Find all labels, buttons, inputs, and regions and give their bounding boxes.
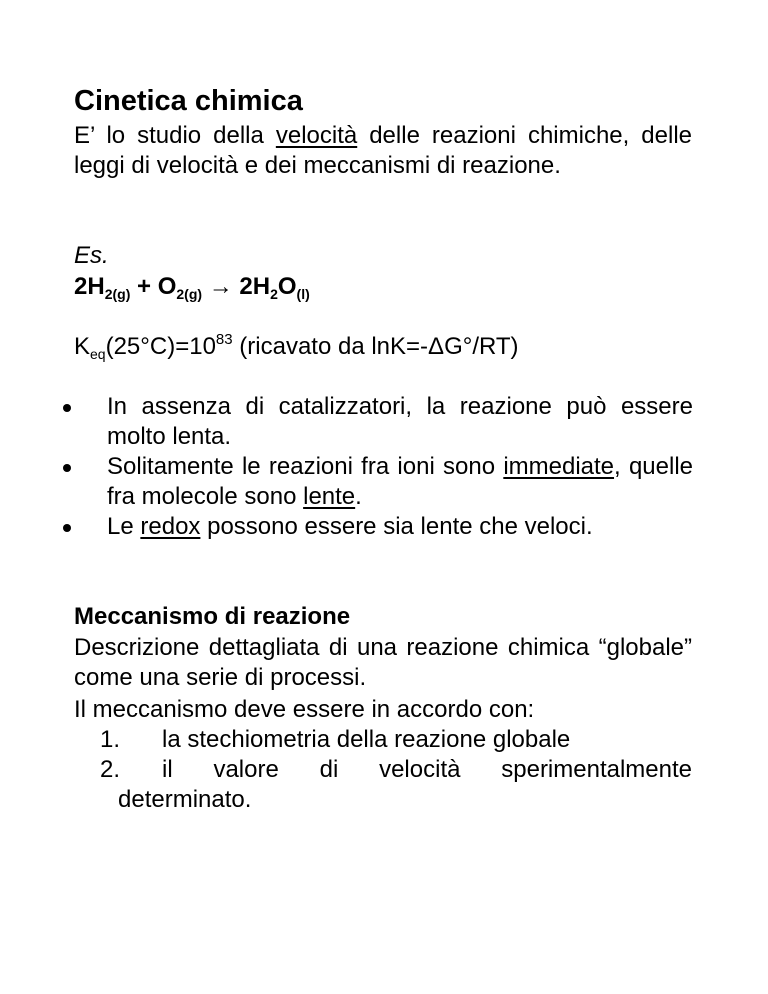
reactant2-state: 2(g) <box>176 286 203 302</box>
bullet-text: In assenza di catalizzatori, la reazione può essere molto lenta. <box>107 393 693 450</box>
list-item <box>107 452 693 512</box>
mechanism-description: Descrizione dettagliata di una reazione chimica “globale” come una serie di processi. <box>74 634 692 691</box>
intro-text-after: delle reazioni chimiche, delle leggi di velocità e dei meccanismi di reazione. <box>74 122 692 179</box>
item-text: il valore di velocità sperimentalmente <box>162 756 692 783</box>
bullet-text: Le <box>107 513 141 540</box>
bullet-underlined: redox <box>140 513 201 540</box>
reaction-equation <box>74 272 310 302</box>
bullet-underlined: immediate <box>503 453 615 480</box>
reactant2: + O <box>130 273 177 300</box>
bullet-underlined: lente <box>303 483 356 510</box>
keq-condition: (25°C)=10 <box>105 333 216 360</box>
example-label: Es. <box>74 242 109 269</box>
page-title: Cinetica chimica <box>74 85 303 117</box>
section-title: Meccanismo di reazione <box>74 603 351 630</box>
list-item <box>107 512 693 542</box>
bullet-text: . <box>355 483 362 510</box>
bullet-dot-icon <box>63 464 71 472</box>
item-continuation: determinato. <box>118 786 252 813</box>
item-text: la stechiometria della reazione globale <box>162 726 571 753</box>
bullet-list <box>0 392 768 542</box>
arrow-product: → 2H <box>202 273 271 300</box>
item-number: 2. <box>100 756 121 783</box>
reactant1: 2H <box>74 273 105 300</box>
bullet-text: , quelle fra molecole sono <box>107 453 693 510</box>
bullet-dot-icon <box>63 404 71 412</box>
mechanism-requirement: Il meccanismo deve essere in accordo con: <box>74 696 535 723</box>
reactant1-state: 2(g) <box>104 286 131 302</box>
keq-subscript: eq <box>90 346 106 362</box>
keq-symbol: K <box>74 333 91 360</box>
bullet-text: possono essere sia lente che veloci. <box>200 513 593 540</box>
keq-exponent: 83 <box>215 331 233 348</box>
bullet-dot-icon <box>63 524 71 532</box>
product-state: (l) <box>296 286 310 302</box>
product-oxygen: O <box>277 273 297 300</box>
item-number: 1. <box>100 726 121 753</box>
list-item <box>107 392 693 452</box>
product-subscript: 2 <box>270 286 278 302</box>
intro-paragraph <box>74 121 692 181</box>
equilibrium-constant <box>74 332 519 362</box>
bullet-text: Solitamente le reazioni fra ioni sono <box>107 453 504 480</box>
numbered-item <box>74 755 692 785</box>
intro-text-before: E’ lo studio della <box>74 122 276 149</box>
intro-underlined-word: velocità <box>275 122 358 149</box>
keq-note: (ricavato da lnK=-ΔG°/RT) <box>232 333 519 360</box>
